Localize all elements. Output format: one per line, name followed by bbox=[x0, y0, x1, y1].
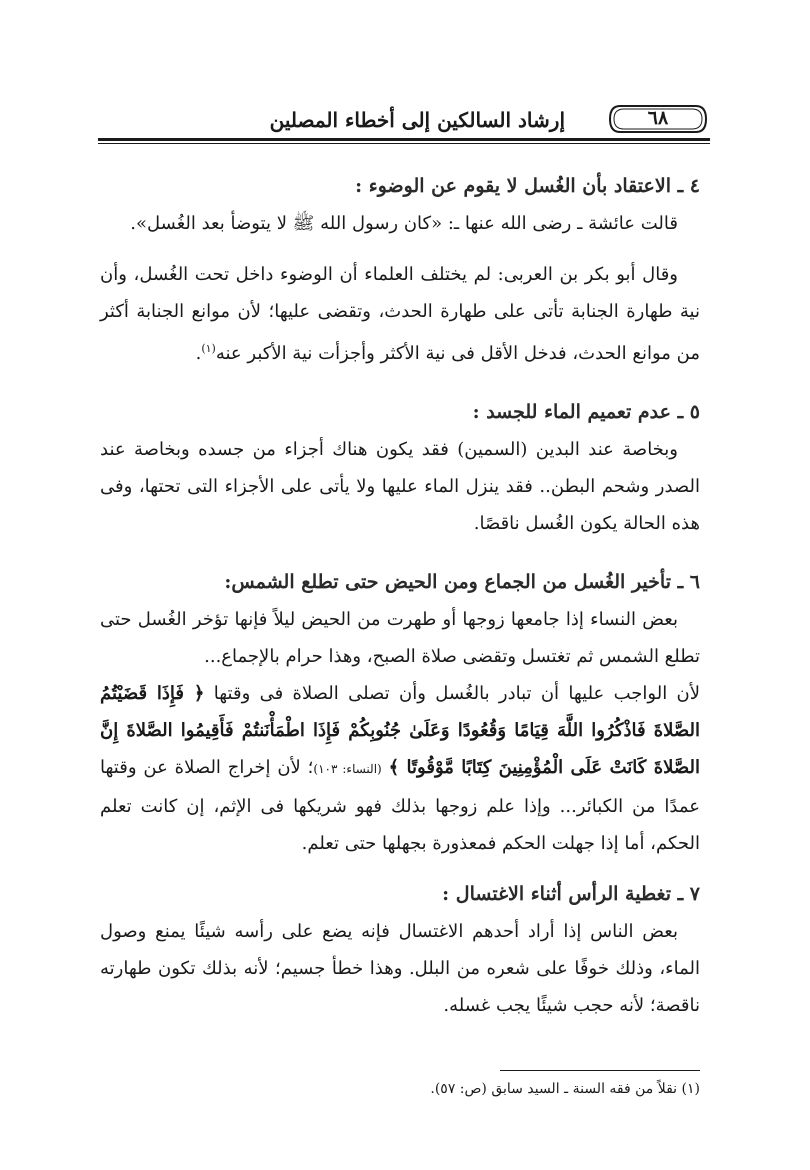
section-5-paragraph-1: وبخاصة عند البدين (السمين) فقد يكون هناك أجزاء من جسده وبخاصة عند الصدر وشحم البطن.. فقد ينزل الماء عليها ولا يأتى على الأجزاء التى تحتها، وفى هذه الحالة يكون الغُسل ناقصًا. bbox=[100, 439, 700, 534]
footnote-marker: (١) bbox=[201, 342, 216, 355]
section-4-paragraph-2 bbox=[100, 256, 700, 372]
footnote: (١) نقلاً من فقه السنة ـ السيد سابق (ص: ٥٧). bbox=[430, 1081, 700, 1097]
section-4-paragraph-2-text: وقال أبو بكر بن العربى: لم يختلف العلماء أن الوضوء داخل تحت الغُسل، وأن نية طهارة الجنابة تأتى على طهارة الحدث، وتقضى عليها؛ لأن موانع الجنابة أكثر من موانع الحدث، فدخل الأقل فى نية الأكثر وأجزأت نية الأكبر عنه bbox=[100, 264, 700, 364]
section-4-paragraph-2-end: . bbox=[195, 343, 202, 364]
page-number: ٦٨ bbox=[647, 107, 669, 129]
verse-reference: (النساء: ١٠٣) bbox=[313, 762, 382, 776]
footnote-rule bbox=[500, 1070, 700, 1071]
section-7-paragraph-1: بعض الناس إذا أراد أحدهم الاغتسال فإنه يضع على رأسه شيئًا يمنع وصول الماء، وذلك خوفًا على شعره من البلل. وهذا خطأ جسيم؛ لأنه بذلك تكون طهارته ناقصة؛ لأنه حجب شيئًا يجب غسله. bbox=[100, 921, 700, 1016]
section-6-paragraph-2-end: ؛ لأن إخراج الصلاة عن وقتها عمدًا من الكبائر... وإذا علم زوجها بذلك فهو شريكها فى الإثم، إن كانت تعلم الحكم، أما إذا جهلت الحكم فمعذورة بجهلها حتى تعلم. bbox=[100, 757, 700, 854]
section-5-heading: ٥ ـ عدم تعميم الماء للجسد : bbox=[472, 401, 700, 423]
section-6-paragraph-2-start: لأن الواجب عليها أن تبادر بالغُسل وأن تصلى الصلاة فى وقتها bbox=[213, 683, 700, 704]
section-6-paragraph-1: بعض النساء إذا جامعها زوجها أو طهرت من الحيض ليلاً فإنها تؤخر الغُسل حتى تطلع الشمس ثم تغتسل وتقضى صلاة الصبح، وهذا حرام بالإجماع... bbox=[100, 609, 700, 667]
quran-verse: ﴿ فَإِذَا قَضَيْتُمُ الصَّلاةَ فَاذْكُرُوا اللَّهَ قِيَامًا وَقُعُودًا وَعَلَىٰ جُنُوبِكُمْ فَإِذَا اطْمَأْنَنتُمْ فَأَقِيمُوا الصَّلاةَ إِنَّ الصَّلاةَ كَانَتْ عَلَى الْمُؤْمِنِينَ كِتَابًا مَّوْقُوتًا ﴾ bbox=[100, 683, 700, 778]
section-7-heading: ٧ ـ تغطية الرأس أثناء الاغتسال : bbox=[442, 883, 700, 905]
section-4-paragraph-1: قالت عائشة ـ رضى الله عنها ـ: «كان رسول الله ﷺ لا يتوضأ بعد الغُسل». bbox=[130, 213, 678, 234]
section-6-heading: ٦ ـ تأخير الغُسل من الجماع ومن الحيض حتى تطلع الشمس: bbox=[224, 571, 700, 593]
section-4-heading: ٤ ـ الاعتقاد بأن الغُسل لا يقوم عن الوضوء : bbox=[355, 175, 700, 197]
header-rule bbox=[98, 138, 710, 141]
header-rule-thin bbox=[98, 143, 710, 144]
section-6-paragraph-2 bbox=[100, 675, 700, 862]
page-number-badge bbox=[606, 102, 710, 136]
page-header bbox=[98, 96, 710, 146]
page-body bbox=[100, 168, 700, 1024]
book-title: إرشاد السالكين إلى أخطاء المصلين bbox=[269, 108, 565, 132]
